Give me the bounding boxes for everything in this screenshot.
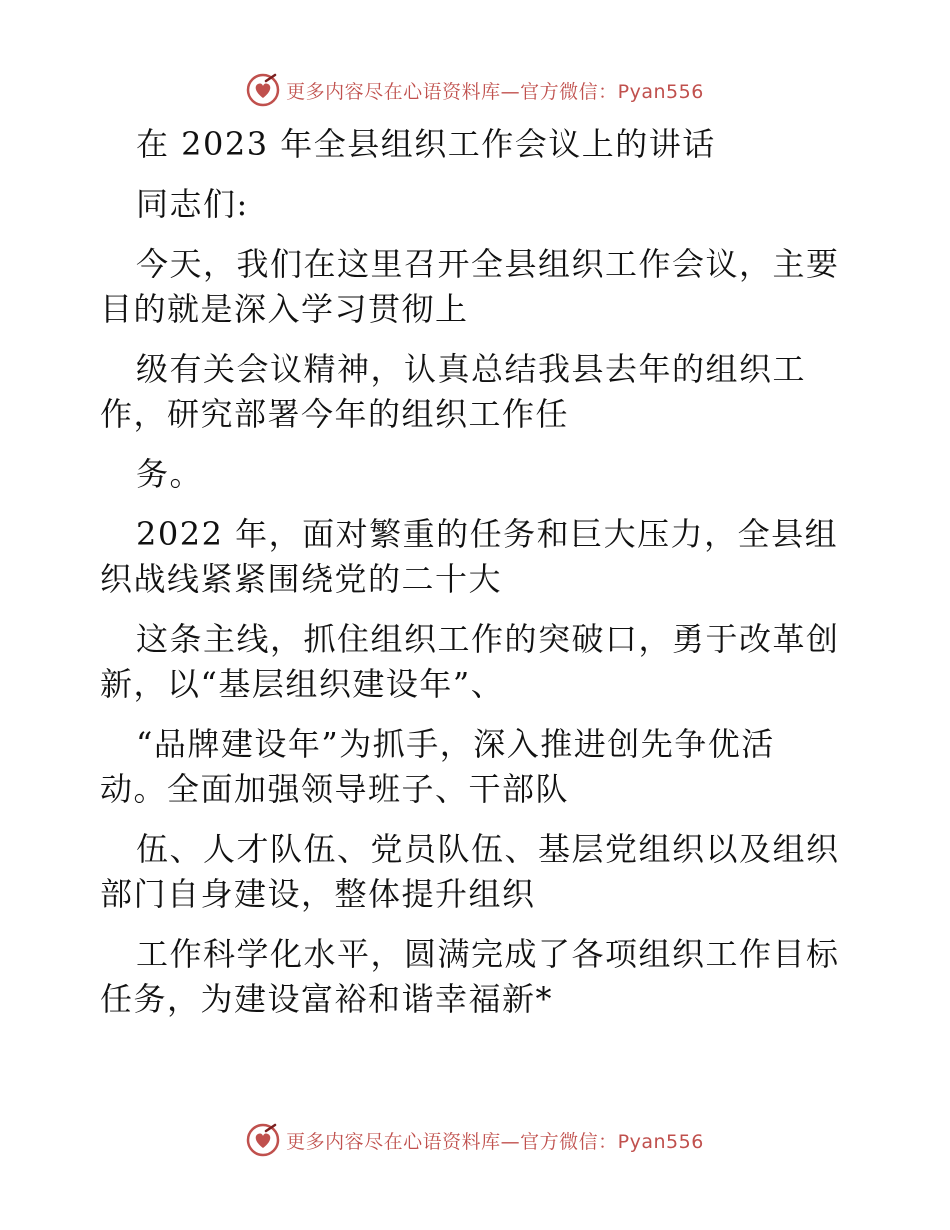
header-watermark xyxy=(0,70,950,110)
document-title: 在 2023 年全县组织工作会议上的讲话 xyxy=(136,125,716,163)
text-line: 伍、人才队伍、党员队伍、基层党组织以及组织 xyxy=(136,830,840,868)
document-body xyxy=(100,122,860,1022)
text-line: “品牌建设年”为抓手，深入推进创先争优活 xyxy=(136,725,775,763)
watermark-text: 更多内容尽在心语资料库—官方微信：Pyan556 xyxy=(286,80,704,103)
text-line: 部门自身建设，整体提升组织 xyxy=(100,875,536,913)
text-line: 级有关会议精神，认真总结我县去年的组织工 xyxy=(136,350,807,388)
text-line: 今天，我们在这里召开全县组织工作会议，主要 xyxy=(136,245,840,283)
text-line: 任务，为建设富裕和谐幸福新* xyxy=(100,980,554,1018)
watermark-text: 更多内容尽在心语资料库—官方微信：Pyan556 xyxy=(286,1130,704,1153)
text-line: 同志们: xyxy=(136,185,249,223)
text-line: 作，研究部署今年的组织工作任 xyxy=(100,395,570,433)
text-line: 织战线紧紧围绕党的二十大 xyxy=(100,560,503,598)
text-line: 务。 xyxy=(136,455,204,493)
heart-pen-logo-icon xyxy=(246,73,280,107)
text-line: 新，以“基层组织建设年”、 xyxy=(100,665,505,703)
text-line: 这条主线，抓住组织工作的突破口，勇于改革创 xyxy=(136,620,840,658)
heart-pen-logo-icon xyxy=(246,1123,280,1157)
text-line: 2022 年，面对繁重的任务和巨大压力，全县组 xyxy=(136,515,839,553)
footer-watermark xyxy=(0,1120,950,1160)
text-line: 目的就是深入学习贯彻上 xyxy=(100,290,469,328)
text-line: 动。全面加强领导班子、干部队 xyxy=(100,770,570,808)
text-line: 工作科学化水平，圆满完成了各项组织工作目标 xyxy=(136,935,840,973)
